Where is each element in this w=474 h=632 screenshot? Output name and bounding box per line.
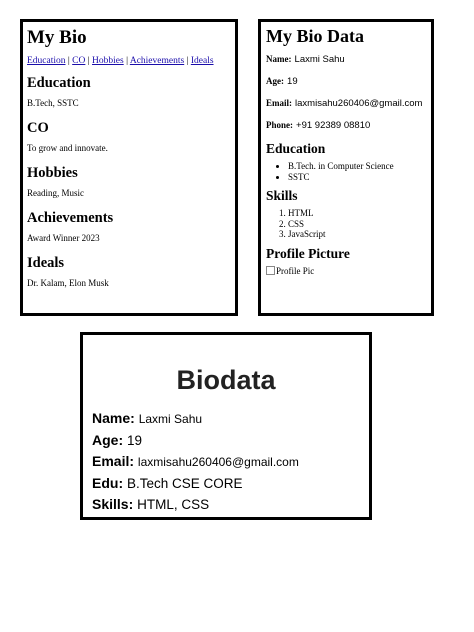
- my-bio-data-page: [258, 19, 434, 316]
- section-text-ideals: Dr. Kalam, Elon Musk: [27, 278, 109, 288]
- biodata-card: [80, 332, 372, 520]
- skills-list: [266, 208, 426, 240]
- field-label: Skills:: [92, 496, 134, 512]
- page-title: My Bio Data: [266, 26, 364, 46]
- broken-image-icon: [266, 266, 275, 275]
- my-bio-page: [20, 19, 238, 316]
- field-label: Edu:: [92, 475, 124, 491]
- field-education: [92, 475, 360, 492]
- field-value: laxmisahu260406@gmail.com: [295, 98, 423, 109]
- list-item: • B.Tech. in Computer Science: [288, 161, 426, 172]
- field-value: HTML, CSS: [137, 497, 210, 512]
- profile-picture-alt-text: Profile Pic: [276, 265, 315, 276]
- field-name: [266, 53, 426, 66]
- field-value: +91 92389 08810: [296, 120, 371, 131]
- field-value: Laxmi Sahu: [294, 54, 345, 65]
- section-nav: [27, 56, 231, 66]
- section-heading-ideals: Ideals: [27, 255, 65, 271]
- field-age: [92, 432, 360, 449]
- nav-link-hobbies[interactable]: Hobbies: [92, 56, 124, 66]
- field-value: B.Tech CSE CORE: [127, 476, 243, 491]
- nav-link-education[interactable]: Education: [27, 56, 66, 66]
- nav-link-co[interactable]: CO: [72, 56, 86, 66]
- field-skills: [92, 496, 360, 513]
- page-title: My Bio: [27, 27, 87, 48]
- section-heading-achievements: Achievements: [27, 210, 114, 226]
- list-item: 3. JavaScript: [288, 229, 426, 240]
- nav-link-achievements[interactable]: Achievements: [129, 56, 185, 66]
- nav-separator: |: [186, 56, 189, 66]
- section-text-education: B.Tech, SSTC: [27, 98, 79, 108]
- field-email: [266, 97, 426, 110]
- field-phone: [266, 119, 426, 132]
- nav-separator: |: [87, 56, 90, 66]
- field-name: [92, 410, 360, 428]
- field-label: Name:: [266, 54, 292, 64]
- nav-link-ideals[interactable]: Ideals: [190, 56, 214, 66]
- list-item: 2. CSS: [288, 219, 426, 230]
- field-label: Age:: [92, 432, 124, 448]
- section-heading-profile-picture: Profile Picture: [266, 245, 350, 261]
- field-value: 19: [287, 76, 298, 87]
- field-email: [92, 453, 360, 471]
- section-text-hobbies: Reading, Music: [27, 188, 84, 198]
- education-list: [266, 161, 426, 182]
- section-heading-hobbies: Hobbies: [27, 165, 78, 181]
- nav-separator: |: [67, 56, 70, 66]
- card-title: Biodata: [176, 365, 276, 395]
- list-item: • SSTC: [288, 172, 426, 183]
- field-age: [266, 75, 426, 88]
- field-value: Laxmi Sahu: [138, 412, 203, 426]
- section-heading-education: Education: [27, 75, 91, 91]
- nav-separator: |: [126, 56, 128, 66]
- field-label: Email:: [92, 453, 135, 469]
- section-text-achievements: Award Winner 2023: [27, 233, 100, 243]
- section-text-co: To grow and innovate.: [27, 143, 108, 153]
- field-label: Name:: [92, 410, 135, 426]
- list-item: 1. HTML: [288, 208, 426, 219]
- profile-picture: [266, 266, 426, 276]
- section-heading-skills: Skills: [266, 188, 298, 203]
- field-label: Email:: [266, 98, 292, 108]
- field-value: laxmisahu260406@gmail.com: [137, 455, 299, 469]
- section-heading-education: Education: [266, 141, 326, 156]
- field-label: Age:: [266, 76, 284, 86]
- field-label: Phone:: [266, 120, 293, 130]
- field-value: 19: [127, 433, 143, 448]
- section-heading-co: CO: [27, 120, 49, 136]
